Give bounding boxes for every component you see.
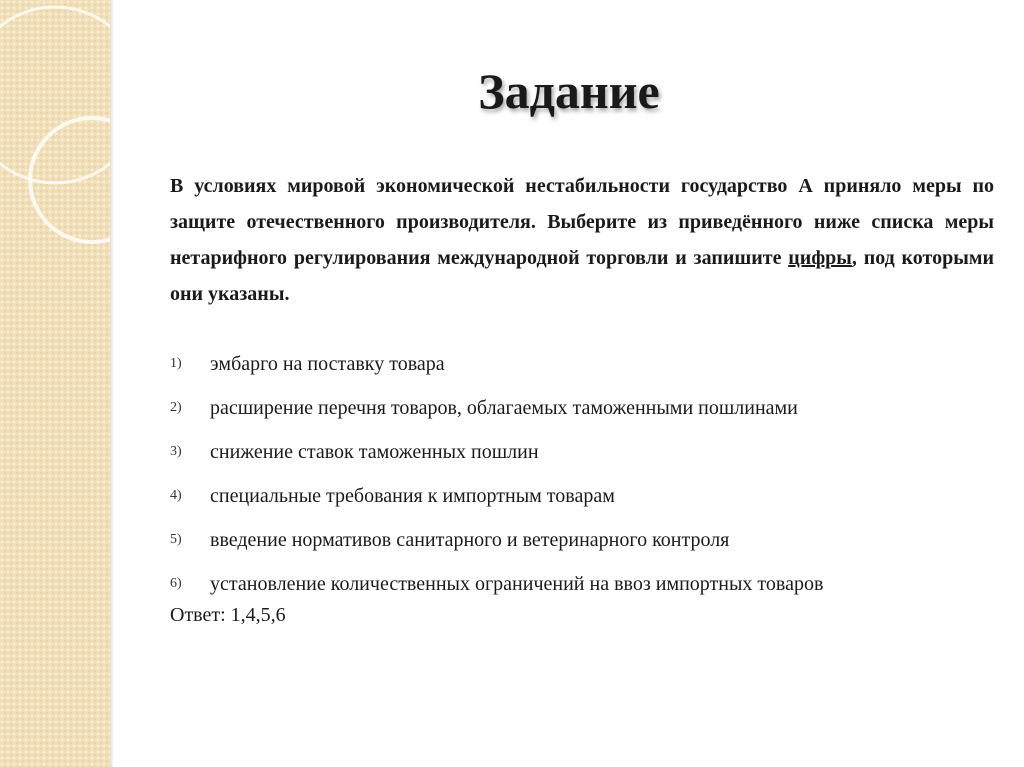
option-text: установление количественных ограничений на ввоз импортных товаров — [210, 572, 824, 595]
option-number: 4) — [170, 488, 182, 503]
option-item-6 — [170, 562, 1000, 606]
option-number: 1) — [170, 356, 182, 371]
option-text: специальные требования к импортным товарам — [210, 484, 615, 507]
slide-title: Задание — [478, 63, 660, 119]
option-text: снижение ставок таможенных пошлин — [210, 440, 539, 463]
decorative-ring-small — [30, 118, 110, 242]
option-number: 2) — [170, 400, 182, 415]
options-list — [170, 342, 1000, 606]
option-item-1 — [170, 342, 1000, 386]
answer-text: Ответ: 1,4,5,6 — [170, 604, 286, 626]
task-text-part2: , под которыми они указаны. — [170, 247, 994, 305]
option-number: 5) — [170, 532, 182, 547]
option-text: введение нормативов санитарного и ветеринарного контроля — [210, 528, 730, 551]
task-text-part1: В условиях мировой экономической нестабильности государство А приняло меры по защите отечественного производителя. Выберите из приведённого ниже списка меры нетарифного регулирования международной торговли и запишите — [170, 175, 994, 269]
task-description — [170, 168, 994, 312]
decorative-side-panel — [0, 0, 110, 767]
option-item-5 — [170, 518, 1000, 562]
decorative-rings — [0, 0, 110, 767]
option-item-2 — [170, 386, 1000, 430]
option-number: 3) — [170, 444, 182, 459]
decorative-ring-large — [0, 7, 110, 183]
option-item-4 — [170, 474, 1000, 518]
option-item-3 — [170, 430, 1000, 474]
option-text: эмбарго на поставку товара — [210, 352, 445, 375]
task-text-underlined: цифры — [788, 247, 852, 269]
option-text: расширение перечня товаров, облагаемых таможенными пошлинами — [210, 396, 798, 419]
option-number: 6) — [170, 576, 182, 591]
